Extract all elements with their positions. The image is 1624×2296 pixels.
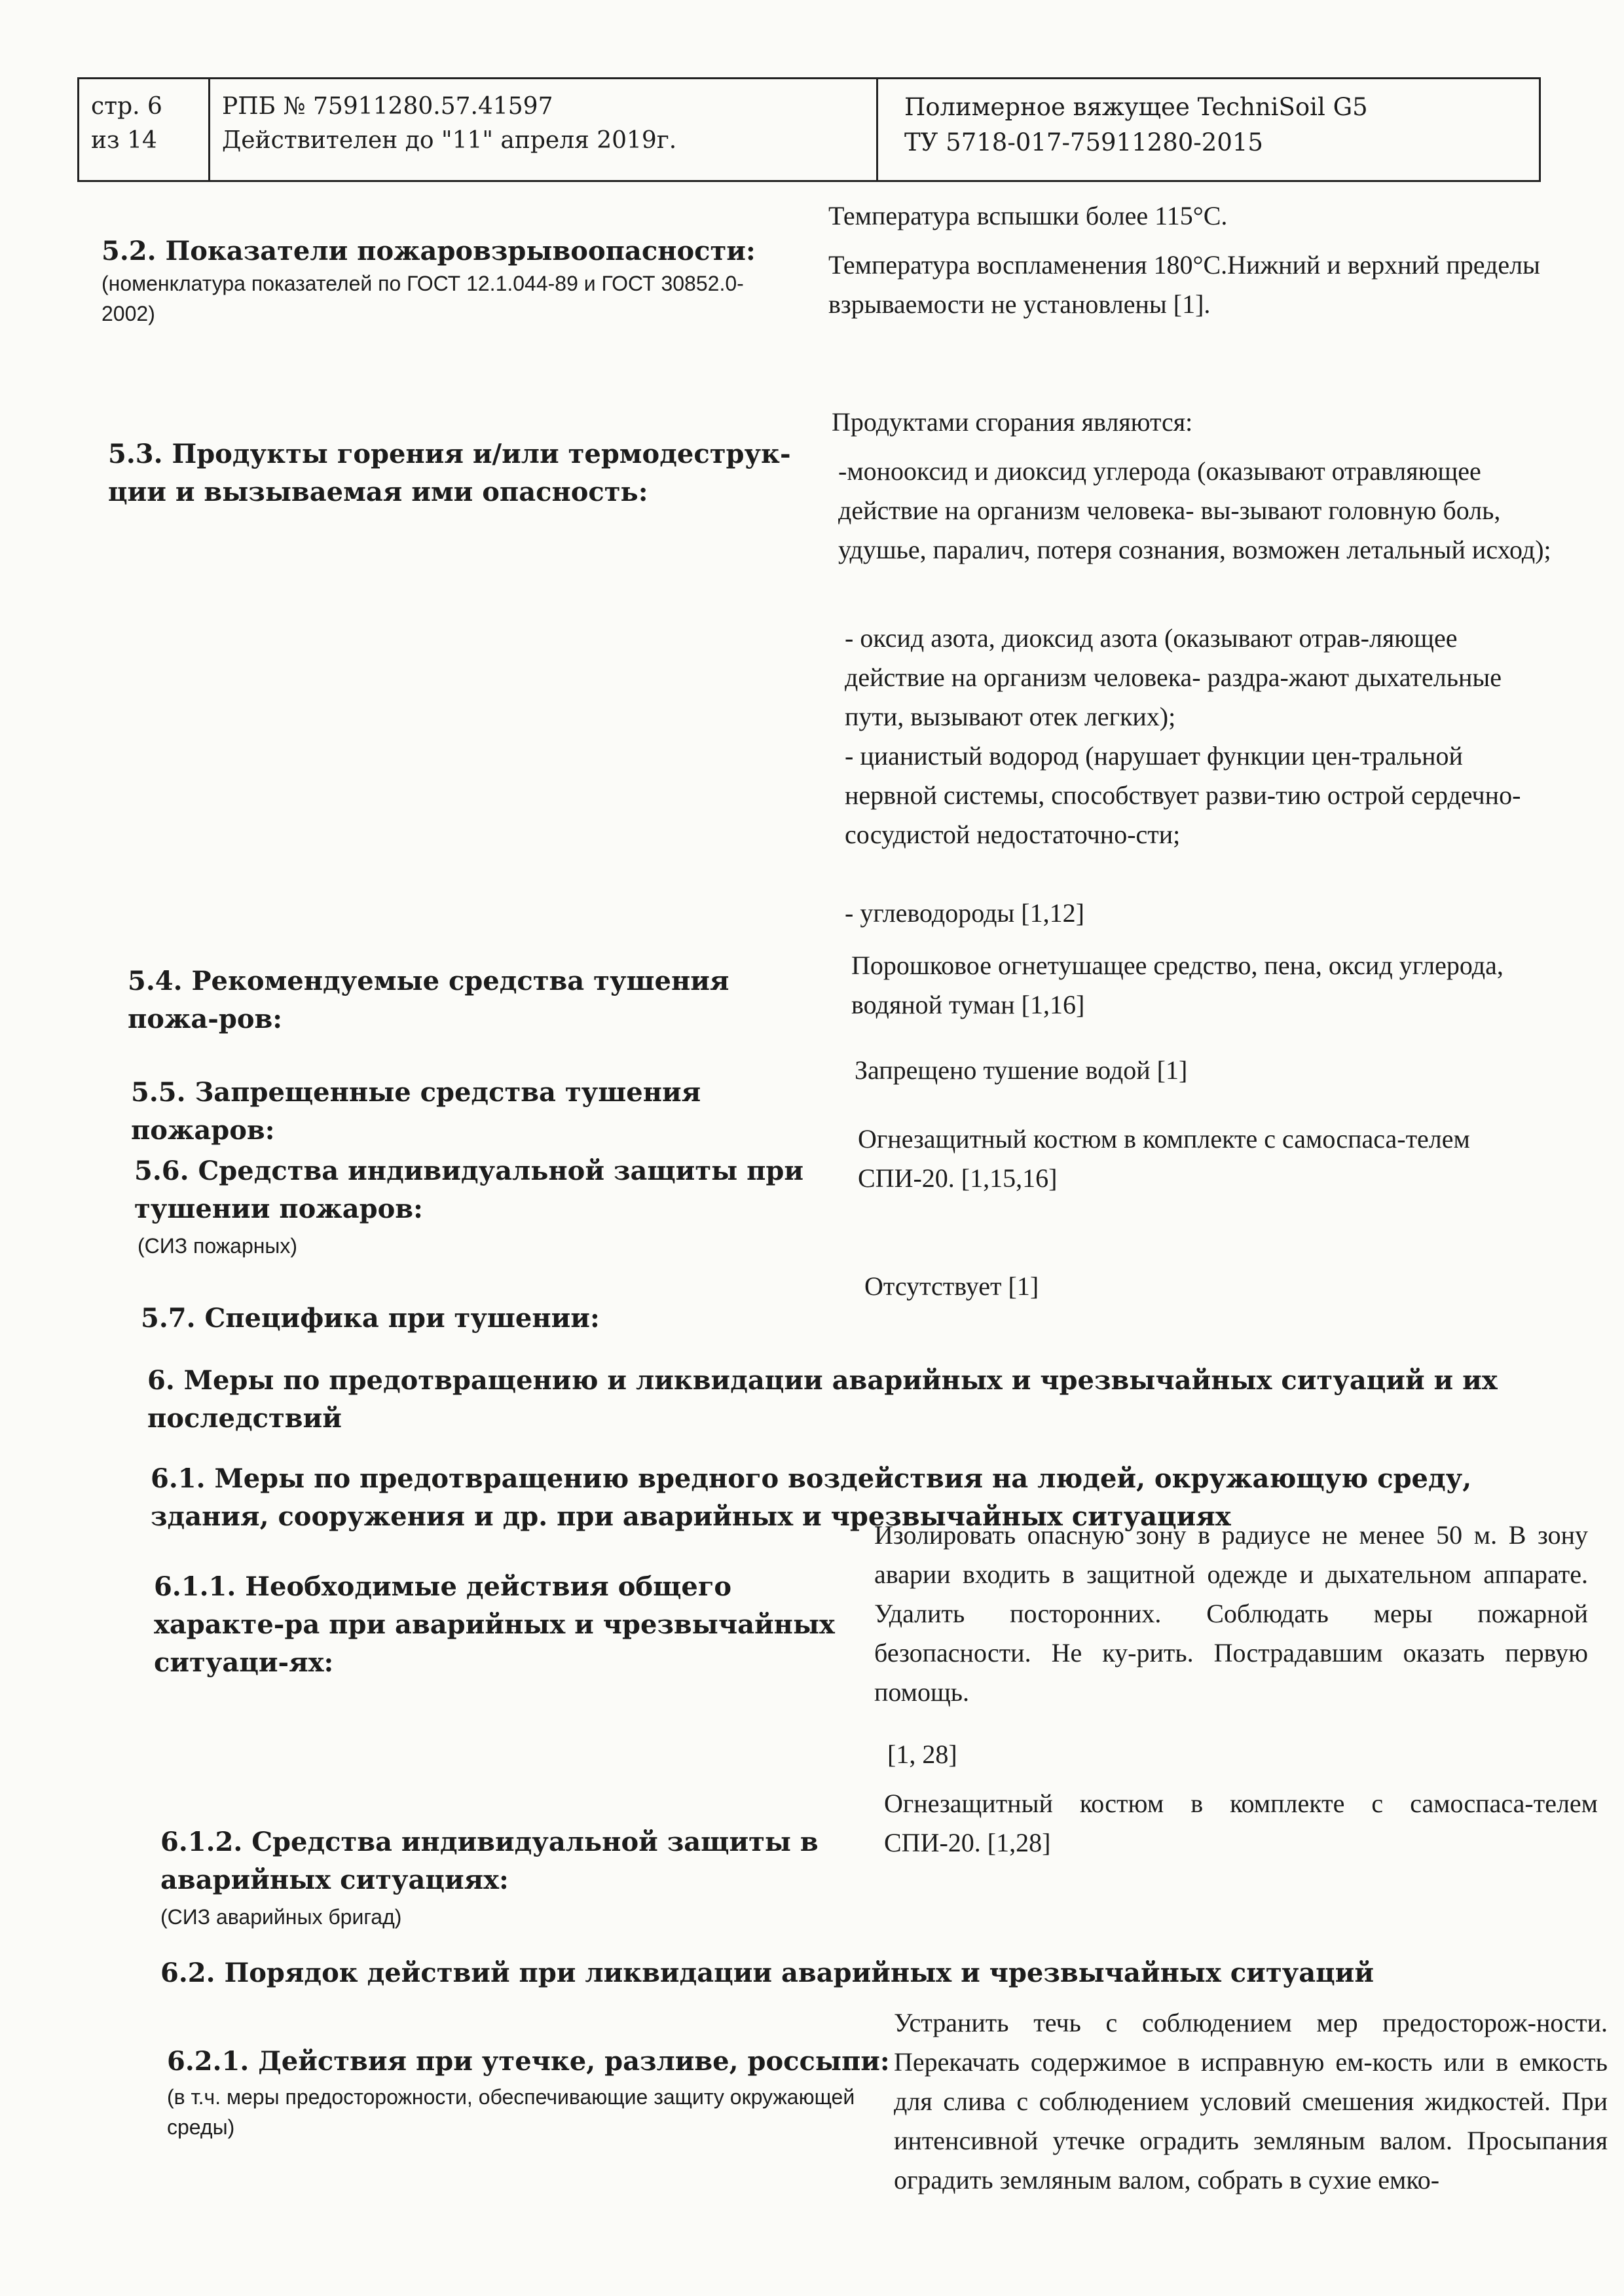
- s53-title: 5.3. Продукты горения и/или термодеструк-ции и вызываемая ими опасность:: [108, 439, 791, 507]
- s53-item-2: - оксид азота, диоксид азота (оказывают отрав-ляющее действие на организм человека- раздра-жают дыхательные пути, вызывают отек легких);: [845, 623, 1502, 731]
- s612-title: 6.1.2. Средства индивидуальной защиты в аварийных ситуациях:: [160, 1827, 819, 1895]
- s56-value: Огнезащитный костюм в комплекте с самоспаса-телем СПИ-20. [1,15,16]: [858, 1124, 1470, 1193]
- s61-title: 6.1. Меры по предотвращению вредного воздействия на людей, окружающую среду, здания, сооружения и др. при аварийных и чрезвычайных ситуациях: [151, 1463, 1472, 1532]
- s612-value: Огнезащитный костюм в комплекте с самоспаса-телем СПИ-20. [1,28]: [884, 1789, 1598, 1857]
- s53-intro: Продуктами сгорания являются:: [832, 407, 1193, 437]
- page-total: из 14: [91, 127, 157, 155]
- s54-value: Порошковое огнетушащее средство, пена, оксид углерода, водяной туман [1,16]: [851, 951, 1504, 1019]
- s621-value: Устранить течь с соблюдением мер предосторож-ности. Перекачать содержимое в исправную ем-кость или в емкость для слива с соблюдением условий смешения жидкостей. При интенсивной утечке оградить земляным валом. Просыпания оградить земляным валом, собрать в сухие емко-: [894, 2008, 1608, 2195]
- s52-note: (номенклатура показателей по ГОСТ 12.1.044-89 и ГОСТ 30852.0-2002): [101, 272, 744, 326]
- s53-item-4: - углеводороды [1,12]: [845, 898, 1084, 928]
- s55-value: Запрещено тушение водой [1]: [855, 1055, 1188, 1085]
- product-name: Полимерное вяжущее TechniSoil G5: [904, 93, 1368, 121]
- s6-title: 6. Меры по предотвращению и ликвидации аварийных и чрезвычайных ситуаций и их последствий: [147, 1365, 1498, 1434]
- s621-note: (в т.ч. меры предосторожности, обеспечивающие защиту окружающей среды): [167, 2085, 855, 2140]
- page-cell: [79, 79, 210, 180]
- s611-title: 6.1.1. Необходимые действия общего характе-ра при аварийных и чрезвычайных ситуаци-ях:: [154, 1571, 835, 1678]
- s53-item-3: - цианистый водород (нарушает функции цен-тральной нервной системы, способствует разви-тию острой сердечно-сосудистой недостаточно-сти;: [845, 741, 1521, 849]
- page-number: стр. 6: [91, 93, 162, 120]
- rpb-number: РПБ № 75911280.57.41597: [222, 93, 553, 120]
- rpb-cell: [210, 79, 878, 180]
- s52-flash-point: Температура вспышки более 115°С.: [828, 201, 1228, 230]
- s52-title: 5.2. Показатели пожаровзрывоопасности:: [101, 236, 756, 266]
- valid-until: Действителен до "11" апреля 2019г.: [222, 127, 677, 155]
- s611-value: Изолировать опасную зону в радиусе не менее 50 м. В зону аварии входить в защитной одежде и дыхательном аппарате. Удалить посторонних. Соблюдать меры пожарной безопасности. Не ку-рить. Пострадавшим оказать первую помощь.: [874, 1520, 1588, 1707]
- s621-title: 6.2.1. Действия при утечке, разливе, россыпи:: [167, 2046, 890, 2077]
- s55-title: 5.5. Запрещенные средства тушения пожаров:: [131, 1077, 701, 1146]
- s611-ref: [1, 28]: [887, 1740, 957, 1769]
- s62-title: 6.2. Порядок действий при ликвидации аварийных и чрезвычайных ситуаций: [160, 1958, 1375, 1988]
- s57-value: Отсутствует [1]: [864, 1271, 1039, 1301]
- s52-ignition: Температура воспламенения 180°С.Нижний и верхний пределы взрываемости не установлены [1].: [828, 250, 1540, 319]
- s56-note: (СИЗ пожарных): [138, 1234, 298, 1258]
- product-tu: ТУ 5718-017-75911280-2015: [904, 128, 1263, 156]
- s612-note: (СИЗ аварийных бригад): [160, 1905, 402, 1929]
- s53-item-1: -монооксид и диоксид углерода (оказывают отравляющее действие на организм человека- вы-зывают головную боль, удушье, паралич, потеря сознания, возможен летальный исход);: [838, 456, 1551, 564]
- s54-title: 5.4. Рекомендуемые средства тушения пожа-ров:: [128, 966, 729, 1034]
- product-cell: [878, 79, 1539, 180]
- s57-title: 5.7. Специфика при тушении:: [141, 1303, 600, 1334]
- header-table: [77, 77, 1541, 182]
- s56-title: 5.6. Средства индивидуальной защиты при тушении пожаров:: [134, 1156, 804, 1224]
